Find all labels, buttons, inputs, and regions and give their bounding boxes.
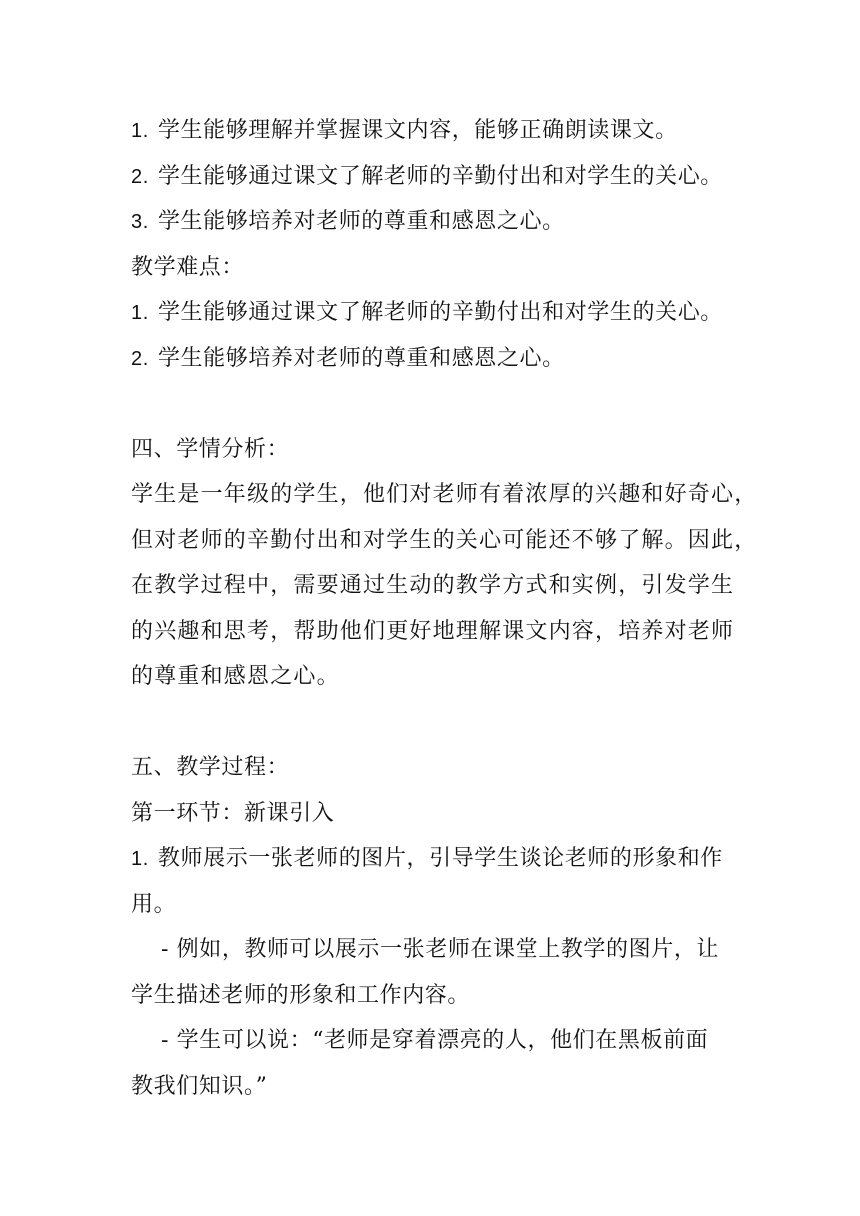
list-item <box>131 199 746 245</box>
item-number: 1. <box>131 120 149 142</box>
process-item <box>131 836 746 927</box>
note-line: 学生描述老师的形象和工作内容。 <box>131 982 471 1008</box>
item-text: 学生能够通过课文了解老师的辛勤付出和对学生的关心。 <box>157 163 723 189</box>
note-line: - 学生可以说：“老师是穿着漂亮的人，他们在黑板前面 <box>161 1028 709 1053</box>
list-item <box>131 108 746 154</box>
paragraph-line: 的兴趣和思考，帮助他们更好地理解课文内容，培养对老师 <box>131 618 735 644</box>
paragraph-line: 在教学过程中，需要通过生动的教学方式和实例，引发学生 <box>131 573 735 598</box>
learning-analysis-paragraph <box>131 472 758 700</box>
spacer <box>131 700 746 746</box>
paragraph-line: 学生是一年级的学生，他们对老师有着浓厚的兴趣和好奇心， <box>131 482 758 507</box>
document-body <box>131 108 758 1109</box>
item-number: 1. <box>131 302 149 324</box>
section-5-heading: 五、教学过程： <box>131 755 290 780</box>
item-text: 学生能够培养对老师的尊重和感恩之心。 <box>157 209 565 234</box>
spacer <box>131 381 746 427</box>
difficulties-heading: 教学难点： <box>131 254 245 280</box>
item-text: 学生能够理解并掌握课文内容，能够正确朗读课文。 <box>157 118 678 143</box>
paragraph-line: 但对老师的辛勤付出和对学生的关心可能还不够了解。因此， <box>131 527 758 553</box>
item-text: 学生能够通过课文了解老师的辛勤付出和对学生的关心。 <box>157 300 723 325</box>
item-line <box>131 836 746 882</box>
list-item <box>131 290 746 336</box>
item-text: 教师展示一张老师的图片，引导学生谈论老师的形象和作 <box>157 846 723 871</box>
item-number: 2. <box>131 165 149 188</box>
item-line: 用。 <box>131 891 177 917</box>
example-note <box>131 927 746 1018</box>
note-line: - 例如，教师可以展示一张老师在课堂上教学的图片，让 <box>161 937 720 962</box>
item-number: 3. <box>131 211 149 233</box>
item-text: 学生能够培养对老师的尊重和感恩之心。 <box>157 345 565 371</box>
list-item <box>131 154 746 200</box>
difficulties-list <box>131 290 746 381</box>
list-item <box>131 336 746 382</box>
student-note <box>131 1018 746 1109</box>
note-line: 教我们知识。” <box>131 1073 268 1099</box>
objectives-list <box>131 108 746 245</box>
section-4-heading: 四、学情分析： <box>131 436 290 462</box>
stage-heading: 第一环节：新课引入 <box>131 800 335 826</box>
item-number: 1. <box>131 848 149 870</box>
item-number: 2. <box>131 347 149 370</box>
paragraph-line: 的尊重和感恩之心。 <box>131 664 340 689</box>
